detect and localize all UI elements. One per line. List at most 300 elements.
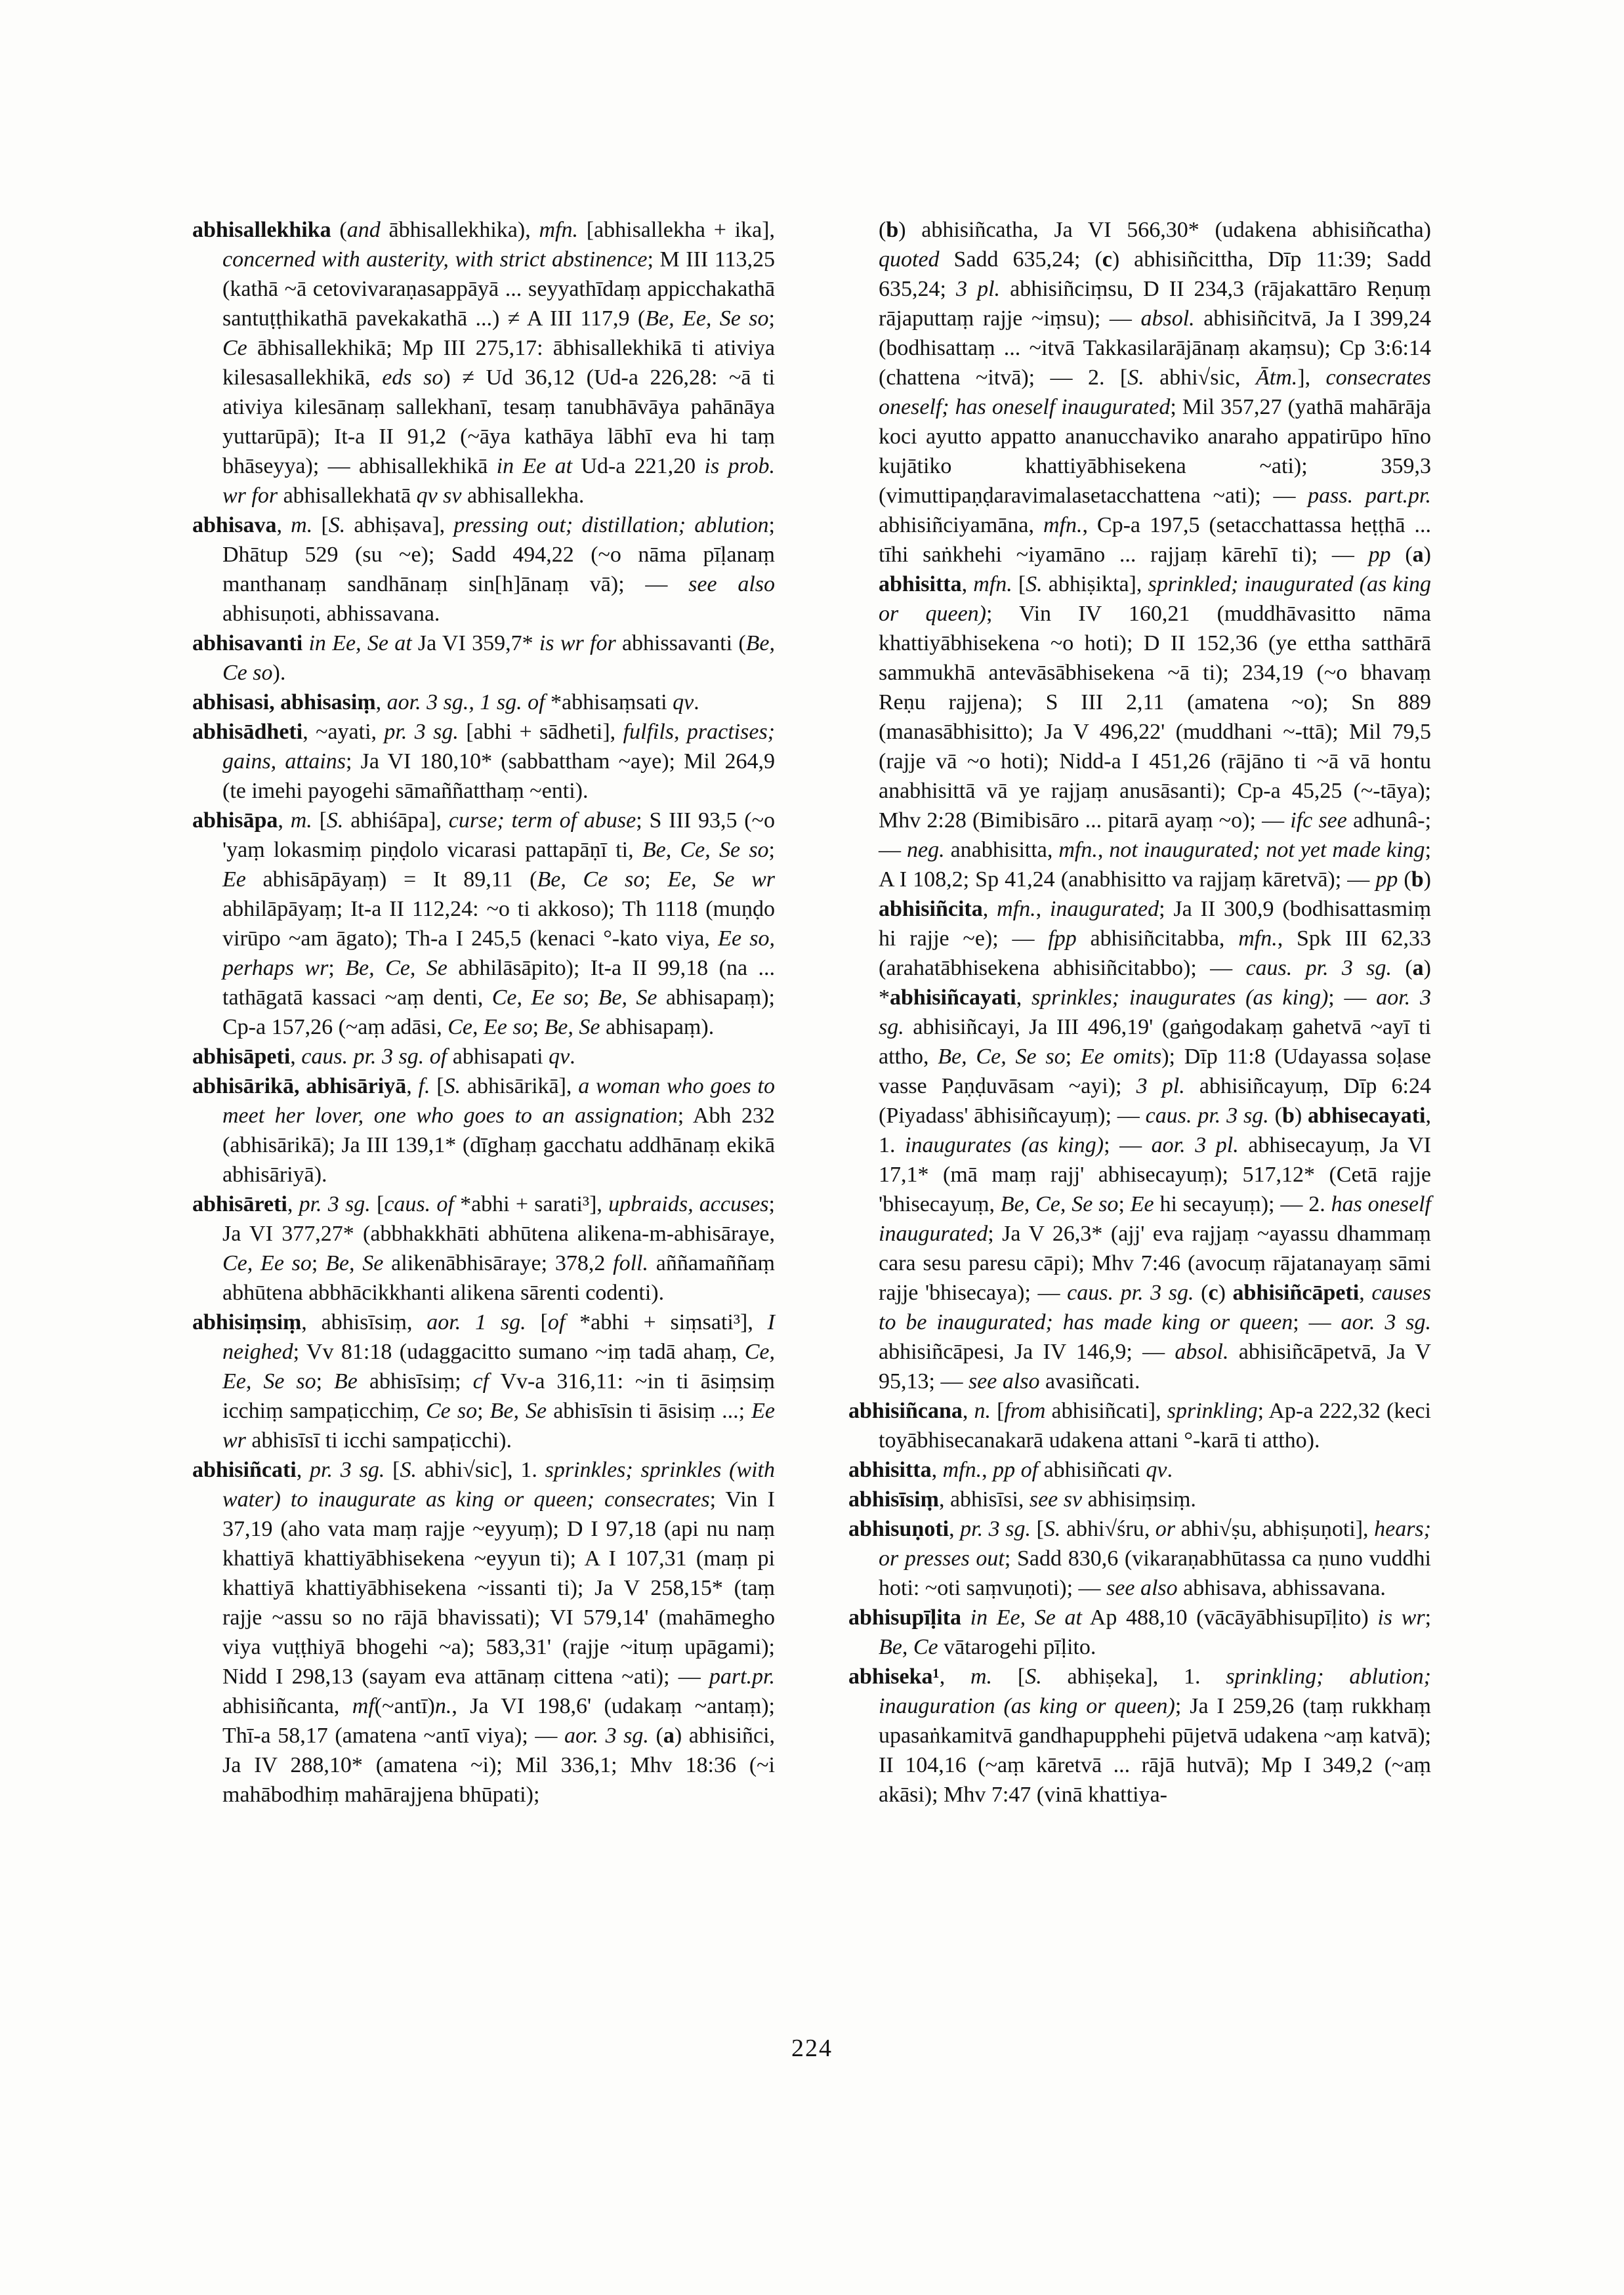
text-run: Be, Ce, Se so bbox=[642, 838, 769, 862]
text-run: abhisīsin ti āsisiṃ ...; bbox=[547, 1399, 752, 1423]
text-run: , bbox=[931, 1458, 943, 1482]
text-run: , abhisīsiṃ, bbox=[301, 1310, 427, 1334]
headword: abhisiñcati bbox=[192, 1458, 297, 1482]
text-run: Ja VI 359,7* bbox=[411, 631, 539, 655]
text-run: caus. pr. 3 sg. bbox=[1145, 1104, 1269, 1128]
text-run: caus. pr. 3 sg. bbox=[1067, 1281, 1194, 1305]
text-run: is prob. wr for bbox=[222, 454, 775, 508]
text-run: aor. 3 sg. bbox=[564, 1724, 649, 1748]
text-run: a bbox=[663, 1724, 675, 1748]
text-run: ābhisallekhika), bbox=[380, 218, 539, 242]
text-run: ) abhisiñcatha, Ja VI 566,30* (udakena abhisiñcatha) bbox=[898, 218, 1431, 242]
text-run: abhi√sic, bbox=[1144, 365, 1256, 390]
text-run: ; bbox=[583, 985, 598, 1010]
text-run: 3 pl. bbox=[956, 277, 1001, 301]
text-run: abhisiñcitabba, bbox=[1076, 926, 1239, 951]
text-run: concerned with austerity, with strict abstinence bbox=[222, 247, 648, 272]
text-run: ; bbox=[532, 1015, 545, 1039]
text-run: pr. 3 sg. bbox=[960, 1517, 1031, 1541]
text-run: Ee, Se wr bbox=[667, 867, 775, 892]
text-run: and bbox=[346, 218, 381, 242]
text-run: ; Ja V 26,3* (ajj' eva rajjaṃ ~ayassu dhammaṃ cara sesu paresu cāpi); Mhv 7:46 (avocuṃ rājatanayaṃ sāmi rajje 'bhisecaya); — bbox=[879, 1222, 1431, 1305]
text-run: ; — bbox=[1293, 1310, 1341, 1334]
text-run: , bbox=[1016, 985, 1031, 1010]
text-run: abhiṣikta], bbox=[1042, 572, 1148, 596]
text-run: ( bbox=[1392, 956, 1413, 980]
text-run: mfn. bbox=[1058, 838, 1098, 862]
text-run: ( bbox=[1398, 867, 1411, 892]
text-run: S. bbox=[444, 1074, 461, 1098]
text-run: abhisallekhatā bbox=[278, 484, 417, 508]
text-run: part.pr. bbox=[709, 1664, 775, 1689]
text-run: ; bbox=[328, 956, 346, 980]
headword: abhisīsiṃ bbox=[848, 1487, 939, 1512]
text-run: mfn. bbox=[973, 572, 1012, 596]
text-run: , bbox=[290, 1044, 302, 1069]
page-number: 224 bbox=[791, 2035, 833, 2062]
text-run: ) bbox=[1423, 543, 1431, 567]
headword: abhisitta bbox=[848, 1458, 932, 1482]
text-run: ) abhisiñcittha, Dīp 11:39; Sadd 635,24; bbox=[879, 247, 1431, 301]
text-run: ; bbox=[768, 306, 775, 331]
text-run bbox=[961, 1605, 970, 1630]
text-run: S. bbox=[326, 808, 344, 833]
text-run: , bbox=[296, 1458, 310, 1482]
text-run: [abhisallekha + ika], bbox=[577, 218, 776, 242]
text-run: Be bbox=[334, 1369, 358, 1394]
text-run: Ce, Ee so bbox=[448, 1015, 533, 1039]
text-columns bbox=[192, 215, 1431, 1809]
text-run: pp bbox=[1368, 543, 1391, 567]
text-run: abhisiñcayati bbox=[890, 985, 1016, 1010]
text-run: ; bbox=[311, 1251, 326, 1275]
text-run: pr. 3 sg. bbox=[310, 1458, 385, 1482]
text-run: S. bbox=[1025, 1664, 1042, 1689]
text-run: aor. 3 sg. bbox=[1341, 1310, 1432, 1334]
text-run: *abhi + sarati³], bbox=[453, 1192, 609, 1216]
text-run: , abhisīsi, bbox=[938, 1487, 1030, 1512]
text-run: n. bbox=[974, 1399, 991, 1423]
dictionary-entry bbox=[192, 1042, 775, 1071]
text-run: m. bbox=[970, 1664, 993, 1689]
text-run: ; — bbox=[1328, 985, 1377, 1010]
text-run: abhisecayati bbox=[1308, 1104, 1426, 1128]
text-run: not inaugurated; not yet made king bbox=[1109, 838, 1425, 862]
text-run: [ bbox=[430, 1074, 444, 1098]
text-run: ) abhisiñci, Ja IV 288,10* (amatena ~i); Mil 336,1; Mhv 18:36 (~i mahābodhiṃ mahārajjena bhūpati); bbox=[222, 1724, 776, 1807]
text-run: , 1. bbox=[879, 1104, 1431, 1157]
text-run: ; Vv 81:18 (udaggacitto sumano ~iṃ tadā ahaṃ, bbox=[293, 1340, 745, 1364]
text-run: absol. bbox=[1175, 1340, 1229, 1364]
text-run: , bbox=[1097, 838, 1110, 862]
headword: abhisāpa bbox=[192, 808, 278, 833]
text-run: ; M III 113,25 (kathā ~ā cetovivaraṇasappāyā ... seyyathīdaṃ appicchakathā santuṭṭhikathā pavekakathā ...) ≠ A III 117,9 ( bbox=[222, 247, 775, 331]
text-run: S. bbox=[1043, 1517, 1061, 1541]
dictionary-entry bbox=[192, 688, 775, 717]
text-run: hears; or presses out bbox=[879, 1517, 1431, 1571]
text-run: ; Vin I 37,19 (aho vata maṃ rajje ~eyyuṃ); D I 97,18 (api nu naṃ khattiyā khattiyābhisekena ~eyyun ti); A I 107,31 (maṃ pi khattiyā khattiyābhisekena ~issanti ti); Ja V 258,15* (taṃ rajje ~assu so no rājā bhavissati); VI 579,14' (mahāmegho viya vuṭṭhiyā bhogehi ~a); 583,31' (rajje ~ituṃ upāgami); Nidd I 298,13 (sayam eva attānaṃ cittena ~ati); — bbox=[222, 1487, 775, 1689]
text-run: abhisiñciṃsu, D II 234,3 (rājakattāro Reṇuṃ rājaputtaṃ rajje ~iṃsu); — bbox=[879, 277, 1432, 331]
headword: abhisavanti bbox=[192, 631, 303, 655]
text-run: qv sv bbox=[416, 484, 462, 508]
text-run: [ bbox=[1030, 1517, 1044, 1541]
text-run: ; bbox=[316, 1369, 334, 1394]
text-run: Ee bbox=[222, 867, 246, 892]
dictionary-entry bbox=[848, 1603, 1431, 1662]
text-run: upbraids, accuses bbox=[608, 1192, 769, 1216]
text-run: , ~ayati, bbox=[302, 720, 385, 744]
dictionary-entry bbox=[192, 806, 775, 1042]
text-run: ; — bbox=[1104, 1133, 1152, 1157]
dictionary-entry bbox=[848, 1396, 1431, 1455]
text-run: Be, Ce, Se bbox=[345, 956, 448, 980]
text-run: abhi√ṣu, abhiṣuṇoti], bbox=[1175, 1517, 1375, 1541]
text-run: a bbox=[1412, 956, 1424, 980]
text-run: b bbox=[886, 218, 899, 242]
text-run: ; bbox=[477, 1399, 490, 1423]
text-run: b bbox=[1411, 867, 1424, 892]
text-run: , bbox=[939, 1664, 970, 1689]
text-run: Ce, Ee, Se so bbox=[222, 1340, 775, 1394]
text-run: sprinkles; inaugurates (as king) bbox=[1031, 985, 1329, 1010]
text-run: Ee wr bbox=[222, 1399, 775, 1453]
dictionary-entry bbox=[192, 629, 775, 688]
headword: abhisasi, abhisasiṃ bbox=[192, 690, 376, 714]
text-run: ; S III 93,5 (~o 'yaṃ lokasmiṃ piṇḍolo vicarasi pattapāṇī ti, bbox=[222, 808, 775, 862]
text-run: Be, Ce so bbox=[537, 867, 645, 892]
text-run: ; bbox=[1118, 1192, 1131, 1216]
text-run: ); Dīp 11:8 (Udayassa soḷase vasse Paṇḍuvāsam ~ayi); bbox=[879, 1044, 1432, 1098]
text-run: Ap 488,10 (vācāyābhisupīḷito) bbox=[1082, 1605, 1378, 1630]
text-run: . bbox=[570, 1044, 575, 1069]
text-run: from bbox=[1004, 1399, 1046, 1423]
text-run: anabhisitta, bbox=[944, 838, 1059, 862]
text-run: abhisiñcāpetvā, Ja V 95,13; — bbox=[879, 1340, 1431, 1394]
text-run: , bbox=[375, 690, 387, 714]
text-run: qv bbox=[673, 690, 694, 714]
text-run: abhisiṃsiṃ. bbox=[1082, 1487, 1196, 1512]
text-run: eds so bbox=[382, 365, 444, 390]
text-run: [ bbox=[992, 1664, 1026, 1689]
text-run: abhisāpāyaṃ) = It 89,11 ( bbox=[245, 867, 537, 892]
text-run: see also bbox=[968, 1369, 1040, 1394]
dictionary-entry bbox=[192, 1308, 775, 1455]
text-run: Sadd 635,24; ( bbox=[939, 247, 1102, 272]
text-run: abhisitta bbox=[879, 572, 962, 596]
text-run: see sv bbox=[1029, 1487, 1083, 1512]
text-run: a bbox=[1412, 543, 1424, 567]
dictionary-entry bbox=[192, 510, 775, 629]
text-run: Be, Se bbox=[325, 1251, 384, 1275]
text-run: mfn. bbox=[997, 897, 1036, 921]
text-run: is wr bbox=[1377, 1605, 1425, 1630]
text-run: ( bbox=[1268, 1104, 1282, 1128]
text-run: ; Ja VI 180,10* (sabbattham ~aye); Mil 264,9 (te imehi payogehi sāmaññatthaṃ ~enti). bbox=[222, 749, 775, 803]
text-run: aor. 3 sg., 1 sg. of bbox=[386, 690, 545, 714]
text-run: (~antī) bbox=[374, 1694, 435, 1718]
text-run: , bbox=[276, 513, 291, 537]
text-run: Vv-a 316,11: ~in ti āsiṃsiṃ icchiṃ sampaṭicchiṃ, bbox=[222, 1369, 775, 1423]
text-run: inaugurates (as king) bbox=[905, 1133, 1104, 1157]
text-run: ābhisallekhikā; Mp III 275,17: ābhisallekhikā ti ativiya kilesasallekhikā, bbox=[222, 336, 775, 390]
text-run: c bbox=[1102, 247, 1112, 272]
text-run: sprinkles; sprinkles (with water) to inaugurate as king or queen; consecrates bbox=[222, 1458, 775, 1512]
dictionary-entry bbox=[848, 1485, 1431, 1514]
text-run: m. bbox=[290, 808, 312, 833]
text-run: ) bbox=[1294, 1104, 1308, 1128]
text-run: ; Abh 232 (abhisārikā); Ja III 139,1* (dīghaṃ gacchatu addhānaṃ ekikā abhisāriyā). bbox=[222, 1104, 776, 1187]
text-run: ; Sadd 830,6 (vikaraṇabhūtassa ca ṇuno vuddhi hoti: ~oti saṃvuṇoti); — bbox=[879, 1546, 1431, 1600]
text-run: pr. 3 sg. bbox=[384, 720, 459, 744]
text-run: ; Dhātup 529 (su ~e); Sadd 494,22 (~o nāma pīḷanaṃ manthanaṃ sandhānaṃ sin[h]ānaṃ vā); — bbox=[222, 513, 775, 596]
text-run: , bbox=[1035, 897, 1050, 921]
text-run: mfn. bbox=[942, 1458, 982, 1482]
text-run: [abhi + sādheti], bbox=[458, 720, 623, 744]
text-run: , bbox=[961, 572, 974, 596]
text-run: foll. bbox=[613, 1251, 648, 1275]
text-run: ( bbox=[1194, 1281, 1209, 1305]
text-run: m. bbox=[291, 513, 313, 537]
text-run: abhisiñciyamāna, bbox=[879, 513, 1043, 537]
text-run: ; Vin IV 160,21 (muddhāvasitto nāma khattiyābhisekena ~o hoti); D II 152,36 (ye ettha satthārā sammukhā antevāsābhisekena ~ā ti); 234,19 (~o bhavaṃ Reṇu rajjena); S III 2,11 (amatena ~o); Sn 889 (manasābhisitto); Ja V 496,22' (muddhani ~-ttā); Mil 79,5 (rajje vā ~o hoti); Nidd-a I 451,26 (rājāno ti ~ā vā hontu anabhisittā vā ye rajjaṃ anusāsanti); Cp-a 45,25 (~-tāya); Mhv 2:28 (Bimibisāro ... pitarā ayaṃ ~o); — bbox=[879, 602, 1431, 833]
text-run: *abhisaṃsati bbox=[545, 690, 673, 714]
text-run: mf bbox=[352, 1694, 375, 1718]
text-run: . bbox=[1167, 1458, 1173, 1482]
text-run: , bbox=[287, 1192, 299, 1216]
text-run: Be, Se bbox=[598, 985, 657, 1010]
text-run: pass. part.pr. bbox=[1308, 484, 1431, 508]
text-run: avasiñcati. bbox=[1039, 1369, 1140, 1394]
text-run: neg. bbox=[907, 838, 945, 862]
text-run: ; Mil 357,27 (yathā mahārāja koci ayutto appatto ananucchaviko anaraho appatirūpo hīno kujātiko khattiyābhisekena ~ati); 359,3 (vimuttipaṇḍaravimalasetacchattena ~ati); — bbox=[879, 395, 1431, 508]
text-run: in Ee at bbox=[496, 454, 573, 478]
text-run: . bbox=[694, 690, 699, 714]
text-run: ). bbox=[272, 661, 286, 685]
text-run: S. bbox=[328, 513, 346, 537]
text-run: consecrates oneself; has oneself inaugurated bbox=[879, 365, 1432, 419]
text-run: abhisīsī ti icchi sampaṭicchi). bbox=[245, 1428, 512, 1453]
headword: abhisāreti bbox=[192, 1192, 287, 1216]
dictionary-entry bbox=[848, 1455, 1431, 1485]
headword: abhisiṃsiṃ bbox=[192, 1310, 302, 1334]
text-run: vātarogehi pīḷito. bbox=[938, 1635, 1096, 1659]
text-run: abhi√sic], 1. bbox=[416, 1458, 545, 1482]
text-run: abhisiñcitvā, Ja I 399,24 (bodhisattaṃ ... ~itvā Takkasilarājānaṃ akaṃsu); Cp 3:6:14 (chattena ~itvā); — 2. [ bbox=[879, 306, 1431, 390]
text-run: aor. 3 sg. bbox=[879, 985, 1432, 1039]
headword: abhisāpeti bbox=[192, 1044, 291, 1069]
dictionary-entry bbox=[192, 1071, 775, 1189]
text-run: abhisuṇoti, abhissavana. bbox=[222, 602, 440, 626]
text-run: *abhi + siṃsati³], bbox=[565, 1310, 768, 1334]
text-run: , Ja VI 198,6' (udakaṃ ~antaṃ); Thī-a 58,17 (amatena ~antī viya); — bbox=[222, 1694, 775, 1748]
text-run: ; Ja II 300,9 (bodhisattasmiṃ hi rajje ~e); — bbox=[879, 897, 1432, 951]
text-run: Be, Ce, Se so bbox=[1000, 1192, 1119, 1216]
text-run: , Cp-a 197,5 (setacchattassa heṭṭhā ... tīhi saṅkhehi ~iyamāno ... rajjaṃ kārehī ti); — bbox=[879, 513, 1431, 567]
text-run: Ee so, perhaps wr bbox=[222, 926, 776, 980]
text-run: or bbox=[1155, 1517, 1175, 1541]
text-run: alikenābhisāraye; 378,2 bbox=[383, 1251, 614, 1275]
text-run: qv bbox=[1146, 1458, 1167, 1482]
text-run: caus. pr. 3 sg. of bbox=[301, 1044, 448, 1069]
text-run: ; Ja VI 377,27* (abbhakkhāti abhūtena alikena-m-abhisāraye, bbox=[222, 1192, 775, 1246]
text-run: c bbox=[1208, 1281, 1218, 1305]
text-run: caus. pr. 3 sg. bbox=[1245, 956, 1392, 980]
text-run: I neighed bbox=[222, 1310, 775, 1364]
text-run: [ bbox=[990, 1399, 1005, 1423]
text-run: of bbox=[547, 1310, 566, 1334]
text-run: abhisiñcayuṃ, Dīp 6:24 (Piyadass' ābhisiñcayuṃ); — bbox=[879, 1074, 1431, 1128]
text-run: abhisiñcanta, bbox=[222, 1694, 352, 1718]
text-run: , bbox=[406, 1074, 419, 1098]
text-run: , bbox=[982, 1458, 993, 1482]
text-run: [ bbox=[312, 808, 327, 833]
text-run: mfn. bbox=[1043, 513, 1083, 537]
text-run: [ bbox=[370, 1192, 385, 1216]
text-run: aor. 3 pl. bbox=[1151, 1133, 1239, 1157]
text-run: ) bbox=[1423, 867, 1431, 892]
dictionary-entry bbox=[192, 215, 775, 510]
text-run: abhissavanti ( bbox=[615, 631, 746, 655]
text-run: abhisava, abhissavana. bbox=[1177, 1576, 1386, 1600]
text-run: n. bbox=[434, 1694, 452, 1718]
text-run: pp bbox=[1375, 867, 1398, 892]
text-run: ) * bbox=[879, 956, 1431, 1010]
text-run: Ce, Ee so bbox=[222, 1251, 312, 1275]
text-run: mfn. bbox=[539, 218, 578, 242]
text-run: ; bbox=[1065, 1044, 1081, 1069]
text-run: S. bbox=[1127, 365, 1144, 390]
text-run: abhi√śru, bbox=[1060, 1517, 1156, 1541]
text-run: ; A I 108,2; Sp 41,24 (anabhisitto va rajjaṃ kāretvā); — bbox=[879, 838, 1432, 892]
text-run: , bbox=[962, 1399, 974, 1423]
dictionary-entry bbox=[192, 717, 775, 806]
text-run: Be, Ce, Se so bbox=[938, 1044, 1066, 1069]
dictionary-entry bbox=[848, 1662, 1431, 1809]
headword: abhisupīḷita bbox=[848, 1605, 961, 1630]
text-run: ( bbox=[331, 218, 347, 242]
text-run: absol. bbox=[1140, 306, 1195, 331]
text-run: fulfils, practises; gains, attains bbox=[222, 720, 775, 774]
text-run: mfn. bbox=[1238, 926, 1278, 951]
text-run: Be, Ee, Se so bbox=[645, 306, 769, 331]
text-run: ) ≠ Ud 36,12 (Ud-a 226,28: ~ā ti ativiya kilesānaṃ sallekhanī, tesaṃ tanubhāvāya pahānāya yuttarūpā); It-a II 91,2 (~āya kathāya lābhī eva hi taṃ bhāseyya); — abhisallekhikā bbox=[222, 365, 775, 478]
text-run: abhisiñcati], bbox=[1045, 1399, 1167, 1423]
text-run: ) bbox=[1218, 1281, 1233, 1305]
text-run: abhilāpāyaṃ; It-a II 112,24: ~o ti akkoso); Th 1118 (muṇḍo virūpo ~am āgato); Th-a I 245,5 (kenaci °-kato viya, bbox=[222, 897, 775, 951]
text-run: [ bbox=[526, 1310, 548, 1334]
text-run: pr. 3 sg. bbox=[299, 1192, 371, 1216]
headword: abhisādheti bbox=[192, 720, 303, 744]
text-run: ; Ja I 259,26 (taṃ rukkhaṃ upasaṅkamitvā gandhapupphehi pūjetvā udakena ~aṃ katvā); II 104,16 (~aṃ kāretvā ... rājā hutvā); Mp I 349,2 (~aṃ akāsi); Mhv 7:47 (vinā khattiya- bbox=[879, 1694, 1431, 1807]
text-run: adhunâ-; — bbox=[879, 808, 1432, 862]
text-run: Ce bbox=[222, 336, 247, 360]
text-run: ; Ap-a 222,32 (keci toyābhisecanakarā udakena attani °-karā ti attho). bbox=[879, 1399, 1431, 1453]
text-run: cf bbox=[472, 1369, 489, 1394]
entry-continuation bbox=[848, 215, 1431, 1396]
text-run: abhisiñcati bbox=[1038, 1458, 1146, 1482]
text-run: abhiṣava], bbox=[345, 513, 454, 537]
text-run: aor. 1 sg. bbox=[427, 1310, 526, 1334]
text-run: hi secayuṃ); — 2. bbox=[1154, 1192, 1331, 1216]
text-run: curse; term of abuse bbox=[448, 808, 636, 833]
text-run: pressing out; distillation; ablution bbox=[453, 513, 769, 537]
text-run: Be, Se bbox=[544, 1015, 600, 1039]
text-run: has oneself inaugurated bbox=[879, 1192, 1431, 1246]
text-run: Ce, Ee so bbox=[491, 985, 583, 1010]
text-run: Ud-a 221,20 bbox=[572, 454, 705, 478]
text-run: causes to be inaugurated; has made king or queen bbox=[879, 1281, 1431, 1334]
text-run: aññamaññaṃ abhūtena abbhācikkhanti alikena sārenti codenti). bbox=[222, 1251, 776, 1305]
text-run: abhilāsāpito); It-a II 99,18 (na ... tathāgatā kassaci ~aṃ denti, bbox=[222, 956, 776, 1010]
text-run: in Ee, Se at bbox=[308, 631, 412, 655]
text-run: Ce so bbox=[426, 1399, 478, 1423]
text-run: , bbox=[982, 897, 997, 921]
text-run: [ bbox=[1012, 572, 1026, 596]
text-run: ( bbox=[648, 1724, 663, 1748]
headword: abhisallekhika bbox=[192, 218, 331, 242]
text-run: pp of bbox=[993, 1458, 1039, 1482]
text-run: in Ee, Se at bbox=[970, 1605, 1082, 1630]
dictionary-entry bbox=[848, 1514, 1431, 1603]
text-run: abhisallekha. bbox=[461, 484, 585, 508]
text-run: abhisiñcāpeti bbox=[1232, 1281, 1360, 1305]
text-run: is wr for bbox=[539, 631, 616, 655]
dictionary-entry bbox=[192, 1189, 775, 1308]
text-run: ; bbox=[768, 838, 775, 862]
text-run: see also bbox=[688, 572, 776, 596]
headword: abhisava bbox=[192, 513, 277, 537]
text-run: ], bbox=[1297, 365, 1326, 390]
text-run: abhisapaṃ). bbox=[600, 1015, 715, 1039]
text-run: S. bbox=[400, 1458, 417, 1482]
text-run: b bbox=[1281, 1104, 1295, 1128]
text-run: ; bbox=[1425, 1605, 1432, 1630]
text-run: abhisecayuṃ, Ja VI 17,1* (mā maṃ rajj' abhisecayuṃ); 517,12* (Cetā rajje 'bhisecayuṃ, bbox=[879, 1133, 1431, 1216]
text-run: quoted bbox=[879, 247, 940, 272]
text-run: abhisārikā], bbox=[461, 1074, 579, 1098]
text-run: ( bbox=[1390, 543, 1413, 567]
text-run: Be, Ce bbox=[879, 1635, 938, 1659]
text-run: abhisiñcāpesi, Ja IV 146,9; — bbox=[879, 1340, 1175, 1364]
text-run: abhisiñcayi, Ja III 496,19' (gaṅgodakaṃ gahetvā ~ayī ti attho, bbox=[879, 1015, 1431, 1069]
text-run: , bbox=[949, 1517, 961, 1541]
text-run: caus. of bbox=[384, 1192, 454, 1216]
text-run: [ bbox=[312, 513, 329, 537]
text-run: abhisapati bbox=[447, 1044, 549, 1069]
text-run: abhisīsiṃ; bbox=[357, 1369, 473, 1394]
text-run: abhisapaṃ); Cp-a 157,26 (~aṃ adāsi, bbox=[222, 985, 775, 1039]
text-run: ifc see bbox=[1290, 808, 1347, 833]
text-run: , bbox=[278, 808, 291, 833]
text-run: sprinkling bbox=[1167, 1399, 1258, 1423]
text-run: Ee omits bbox=[1080, 1044, 1162, 1069]
dictionary-entry bbox=[192, 1455, 775, 1809]
headword: abhisuṇoti bbox=[848, 1517, 949, 1541]
text-run: [ bbox=[385, 1458, 400, 1482]
text-run: Ātm. bbox=[1255, 365, 1298, 390]
text-run: ( bbox=[879, 218, 886, 242]
text-run: abhiṣeka], 1. bbox=[1041, 1664, 1226, 1689]
text-run: abhisiñcita bbox=[879, 897, 983, 921]
text-run: Be, Se bbox=[489, 1399, 547, 1423]
text-run: f. bbox=[418, 1074, 430, 1098]
text-run: S. bbox=[1026, 572, 1043, 596]
text-run: inaugurated bbox=[1049, 897, 1159, 921]
headword: abhiseka¹ bbox=[848, 1664, 940, 1689]
text-run: , bbox=[1359, 1281, 1372, 1305]
text-run: abhiśāpa], bbox=[343, 808, 449, 833]
text-run: fpp bbox=[1048, 926, 1077, 951]
